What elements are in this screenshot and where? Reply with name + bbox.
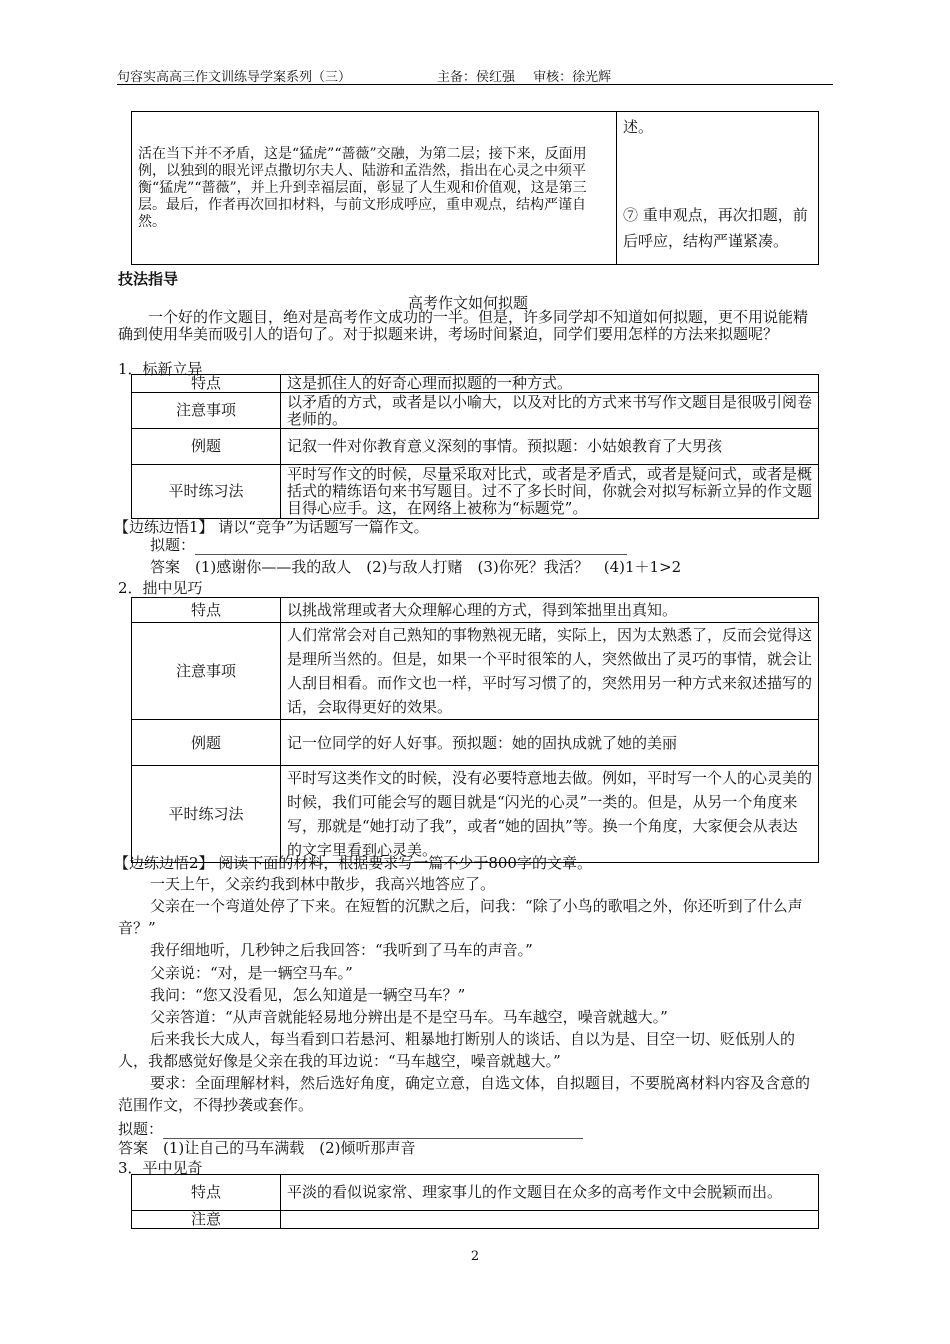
story-line: 父亲在一个弯道处停了下来。在短暂的沉默之后，问我：“除了小鸟的歌唱之外，你还听到了什么声音？”: [118, 897, 803, 937]
table-1-value: 记叙一件对你教育意义深刻的事情。预拟题：小姑娘教育了大男孩: [281, 429, 819, 465]
prompt-label: 拟题：: [150, 536, 196, 554]
story-line: 父亲说：“对，是一辆空马车。”: [150, 964, 353, 982]
analysis-right-bottom: ⑦ 重申观点，再次扣题，前后呼应，结构严谨紧凑。: [623, 206, 808, 250]
section-3-heading: 3．平中见奇: [118, 1159, 203, 1177]
header-reviewer: 审核：徐光辉: [533, 70, 612, 85]
table-3: [131, 1174, 819, 1229]
table-2-value: 人们常常会对自己熟知的事物熟视无睹，实际上，因为太熟悉了，反而会觉得这是理所当然的。但是，如果一个平时很笨的人，突然做出了灵巧的事情，就会让人刮目相看。而作文也一样，平时写习惯了的，突然用另一种方式来叙述描写的话，会取得更好的效果。: [281, 623, 819, 720]
header-credits: [437, 66, 625, 85]
table-3-key: 注意: [132, 1211, 281, 1229]
page-number: 2: [470, 1249, 480, 1264]
table-1-value: 平时写作文的时候，尽量采取对比式，或者是矛盾式，或者是疑问式，或者是概括式的精练语句来书写题目。过不了多长时间，你就会对拟写标新立异的作文题目得心应手。这，在网络上被称为“标题党”。: [281, 465, 819, 519]
story-line: 一天上午，父亲约我到林中散步，我高兴地答应了。: [150, 875, 496, 893]
table-1: [131, 374, 819, 519]
table-1-value: 这是抓住人的好奇心理而拟题的一种方式。: [281, 375, 819, 393]
story-line: 我问：“您又没看见，怎么知道是一辆空马车？”: [150, 986, 466, 1004]
table-2-value: 平时写这类作文的时候，没有必要特意地去做。例如，平时写一个人的心灵美的时候，我们可能会写的题目就是“闪光的心灵”一类的。但是，从另一个角度来写，那就是“她打动了我”，或者“她的固执”等。换一个角度，大家便会从表达的文字里看到心灵美。: [281, 766, 819, 863]
section-2-heading: 2．拙中见巧: [118, 579, 203, 597]
table-2-key: 平时练习法: [132, 766, 281, 863]
analysis-left-cell: 活在当下并不矛盾，这是“猛虎”“蔷薇”交融，为第二层；接下来，反面用例，以独到的眼光评点撒切尔夫人、陆游和孟浩然，指出在心灵之中须平衡“猛虎”“蔷薇”，并上升到幸福层面，彰显了人生观和价值观，这是第三层。最后，作者再次回扣材料，与前文形成呼应，重申观点，结构严谨自然。: [132, 112, 617, 265]
table-2-value: 以挑战常理或者大众理解心理的方式，得到笨拙里出真知。: [281, 598, 819, 623]
table-1-key: 注意事项: [132, 393, 281, 429]
section-title: 技法指导: [118, 270, 179, 288]
table-2-key: 例题: [132, 720, 281, 766]
story-line: 父亲答道：“从声音就能轻易地分辨出是不是空马车。马车越空，噪音就越大。”: [150, 1008, 668, 1026]
table-1-key: 平时练习法: [132, 465, 281, 519]
practice-1-answer: 答案 (1)感谢你——我的敌人 (2)与敌人打赌 (3)你死？我活？ (4)1＋1>2: [150, 558, 682, 576]
answer-blank-line: [195, 540, 627, 555]
analysis-right-top: 述。: [623, 118, 654, 136]
practice-1: 【边练边悟1】 请以“竞争”为话题写一篇作文。: [114, 518, 429, 536]
header-title: 句容实高高三作文训练导学案系列（三）: [117, 70, 352, 85]
table-3-value: [281, 1211, 819, 1229]
section-1-heading: 1．标新立异: [118, 360, 203, 378]
prompt-label: 拟题：: [118, 1120, 164, 1138]
analysis-table: [131, 111, 819, 265]
practice-2: 【边练边悟2】 阅读下面的材料，根据要求写一篇不少于800字的文章。: [114, 854, 592, 872]
table-2-value: 记一位同学的好人好事。预拟题：她的固执成就了她的美丽: [281, 720, 819, 766]
requirements: 要求：全面理解材料，然后选好角度，确定立意，自选文体，自拟题目，不要脱离材料内容及含意的范围作文，不得抄袭或套作。: [118, 1074, 811, 1114]
table-3-value: 平淡的看似说家常、理家事儿的作文题目在众多的高考作文中会脱颖而出。: [281, 1175, 819, 1211]
page-header: [117, 64, 833, 85]
table-1-key: 例题: [132, 429, 281, 465]
table-2: [131, 597, 819, 863]
analysis-right-cell: [617, 112, 819, 265]
table-1-key: 特点: [132, 375, 281, 393]
table-2-key: 注意事项: [132, 623, 281, 720]
intro-paragraph: 一个好的作文题目，绝对是高考作文成功的一半。但是，许多同学却不知道如何拟题，更不用说能精确到使用华美而吸引人的语句了。对于拟题来讲，考场时间紧迫，同学们要用怎样的方法来拟题呢？: [118, 308, 809, 343]
table-2-key: 特点: [132, 598, 281, 623]
practice-1-prompt: [150, 534, 627, 555]
table-3-key: 特点: [132, 1175, 281, 1211]
practice-2-prompt: [118, 1118, 583, 1139]
table-1-value: 以矛盾的方式，或者是以小喻大，以及对比的方式来书写作文题目是很吸引阅卷老师的。: [281, 393, 819, 429]
header-editor: 主备：侯红强: [437, 70, 516, 85]
practice-2-answer: 答案 (1)让自己的马车满载 (2)倾听那声音: [118, 1139, 416, 1157]
story-line: 我仔细地听，几秒钟之后我回答：“我听到了马车的声音。”: [150, 941, 533, 959]
story-line: 后来我长大成人，每当看到口若悬河、粗暴地打断别人的谈话、自以为是、目空一切、贬低别人的人，我都感觉好像是父亲在我的耳边说：“马车越空，噪音就越大。”: [118, 1030, 796, 1070]
article-title: 高考作文如何拟题: [407, 294, 528, 312]
